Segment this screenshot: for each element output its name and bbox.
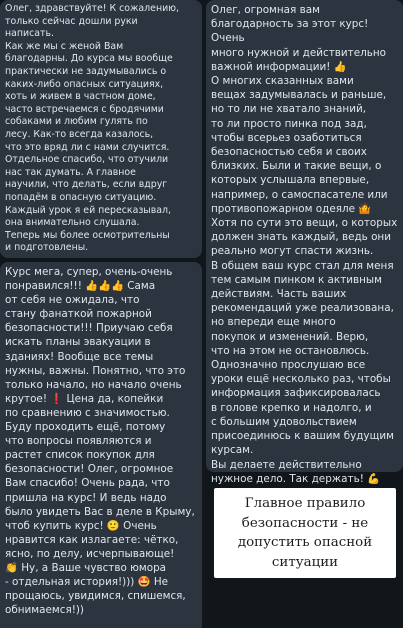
message-bubble-course-review: Курс мега, супер, очень-очень понравился!!! 👍👍👍 Сама от себя не ожидала, что стану фанаткой пожарной безопасности!!! Приучаю себя искать планы эвакуации в зданиях! Вообще все темы нужны, важны. Понятно, что это только начало, но начало очень крутое! ❗ Цена да, копейки по сравнению с значимостью. Буду проходить ещё, потому что вопросы появляются и растет список покупок для безопасности! Олег, огромное Вам спасибо! Очень рада, что пришла на курс! И ведь надо было увидеть Вас в деле в Крыму, чтоб купить курс! 🙂 Очень нравится как излагаете: чётко, ясно, по делу, исчерпывающе! 👏 Ну, а Ваше чувство юмора - отдельная история!))) 🤩 Не прощаюсь, увидимся, спишемся, обнимаемся!)) [0, 262, 202, 628]
message-bubble-gratitude: Олег, огромная вам благодарность за этот курс! Очень много нужной и действительно важной информации! 👍 О многих сказанных вами вещах задумывалась и раньше, но то ли не хватало знаний, то ли просто пинка под зад, чтобы всерьез озаботиться безопасностью себя и своих близких. Были и такие вещи, о которых услышала впервые, например, о самоспасателе или противопожарном одеяле 🤷 Хотя по сути это вещи, о которых должен знать каждый, ведь они реально могут спасти жизнь. В общем ваш курс стал для меня тем самым пинком к активным действиям. Часть ваших рекомендаций уже реализована, но впереди еще много покупок и изменений. Верю, что на этом не остановлюсь. Однозначно прослушаю все уроки ещё несколько раз, чтобы информация зафиксировалась в голове крепко и надолго, и с большим удовольствием присоединюсь к вашим будущим курсам. Вы делаете действительно нужное дело. Так держать! 💪 [206, 0, 403, 472]
message-bubble-husband: Олег, здравствуйте! К сожалению, только сейчас дошли руки написать. Как же мы с женой Вам благодарны. До курса мы вообще практически не задумывались о каких-либо опасных ситуациях, хоть и живем в частном доме, часто встречаемся с бродячими собаками и любим гулять по лесу. Как-то всегда казалось, что это вряд ли с нами случится. Отдельное спасибо, что отучили нас так думать. А главное научили, что делать, если вдруг попадём в опасную ситуацию. Каждый урок я ей пересказывал, она внимательно слушала. Теперь мы более осмотрительны и подготовлены. [0, 0, 202, 258]
quote-card: Главное правило безопасности - не допустить опасной ситуации [214, 488, 396, 578]
